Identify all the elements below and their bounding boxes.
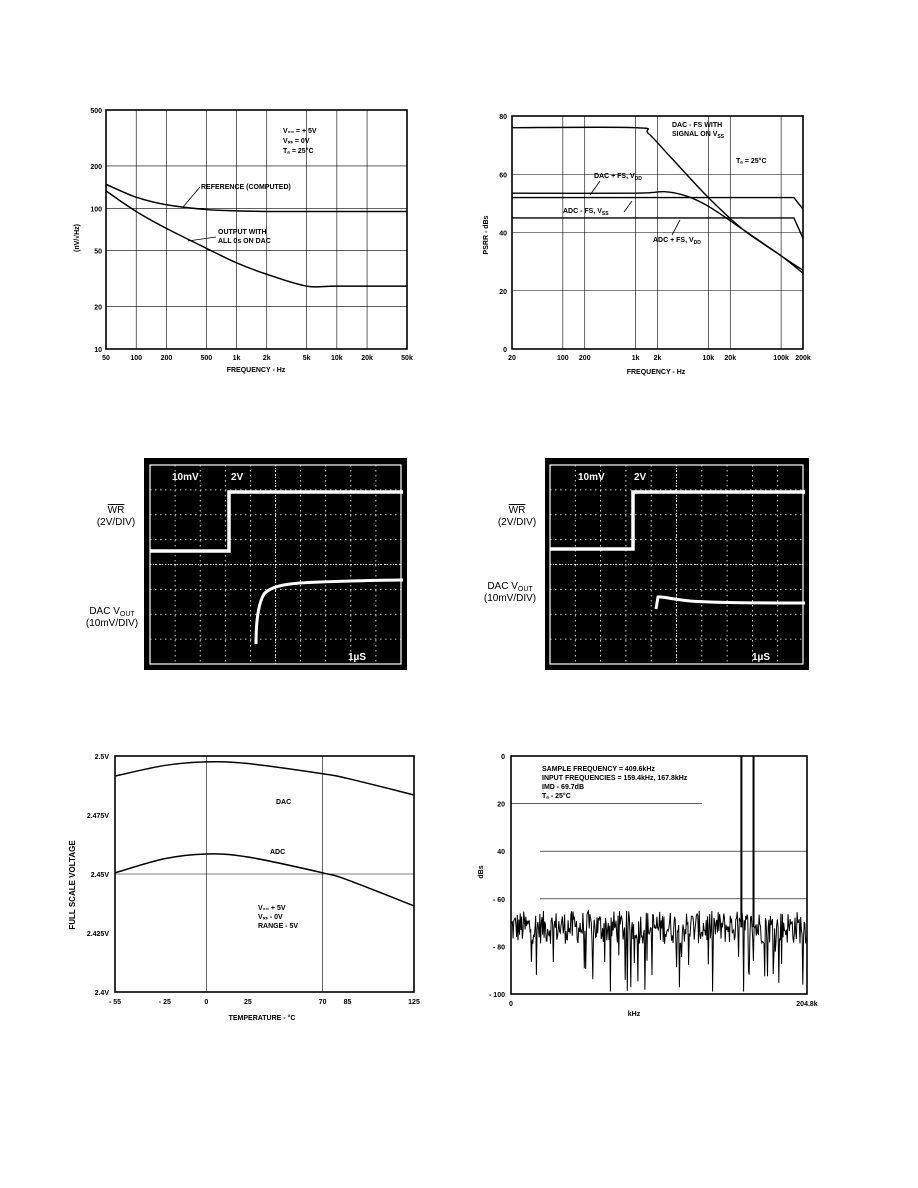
psrr-y-tick-label: 40 [499, 230, 507, 238]
noise-x-tick-label: 10k [331, 355, 343, 362]
noise-ylabel: (nV/√Hz) [74, 224, 81, 252]
fft-chart [478, 754, 818, 1018]
psrr-xlabel: FREQUENCY - Hz [626, 369, 686, 376]
temperature-y-tick-label: 2.475V [86, 813, 109, 820]
temperature-series-dac-line [115, 762, 414, 795]
psrr-x-tick-label: 20 [508, 355, 516, 362]
fft-ylabel: dBs [478, 865, 485, 879]
temperature-y-tick-label: 2.425V [86, 931, 109, 938]
noise-x-tick-label: 20k [361, 355, 373, 362]
temperature-y-tick-label: 2.45V [90, 872, 109, 879]
scope-left-ch1-scale: 10mV [172, 472, 199, 483]
noise-output-pointer [188, 237, 216, 241]
fft-noise-floor-trace [511, 911, 807, 992]
noise-condition-vss: Vₛₛ = 0V [283, 138, 310, 145]
temperature-x-tick-label: - 25 [158, 999, 171, 1006]
psrr-condition-ta: Tₐ = 25°C [736, 158, 767, 165]
scope-right-ch1-scale: 10mV [578, 472, 605, 483]
temperature-condition-vdd: V₀₀ + 5V [258, 905, 286, 912]
psrr-x-tick-label: 100k [773, 355, 789, 362]
noise-x-tick-label: 50 [102, 355, 110, 362]
noise-y-tick-label: 20 [94, 304, 102, 312]
noise-chart [73, 108, 413, 374]
scope-left-wr-unit: (2V/DIV) [96, 517, 136, 528]
fft-series [511, 756, 807, 992]
temperature-series-adc-line [115, 854, 414, 906]
psrr-y-tick-label: 0 [503, 347, 507, 354]
temperature-xlabel: TEMPERATURE - °C [228, 1015, 296, 1022]
temperature-x-ticks [109, 999, 420, 1006]
noise-y-tick-label: 50 [94, 248, 102, 256]
psrr-x-tick-label: 1k [631, 355, 640, 362]
scope-right [484, 458, 809, 670]
scope-left-dac-label: DAC $V_{OUT}$ [89, 606, 135, 618]
scope-left-wr-label: WR [107, 505, 125, 516]
noise-series-label-reference: REFERENCE (COMPUTED) [201, 184, 291, 191]
temperature-x-tick-label: - 55 [108, 999, 122, 1006]
psrr-x-ticks [508, 355, 811, 362]
noise-x-tick-label: 5k [302, 355, 311, 362]
noise-x-tick-label: 100 [130, 355, 143, 362]
noise-condition-ta: Tₐ = 25°C [283, 148, 314, 155]
noise-x-tick-label: 50k [401, 355, 413, 362]
fft-x-tick-label: 0 [509, 1001, 513, 1008]
fft-annotation-inputs: INPUT FREQUENCIES = 159.4kHz, 167.8kHz [542, 775, 688, 782]
noise-series-label-output-2: ALL 0s ON DAC [218, 238, 271, 245]
temperature-ylabel: FULL SCALE VOLTAGE [68, 840, 77, 930]
psrr-grid [512, 116, 803, 349]
temperature-label-adc: ADC [270, 849, 286, 856]
psrr-ylabel: PSRR - dBs [483, 215, 490, 255]
scope-right-wr-unit: (2V/DIV) [497, 517, 537, 528]
noise-x-tick-label: 2k [262, 355, 271, 362]
psrr-x-tick-label: 100 [557, 355, 569, 362]
temperature-condition-vss: Vₛₛ - 0V [258, 914, 283, 921]
temperature-series [115, 762, 414, 906]
fft-annotation-sample: SAMPLE FREQUENCY = 409.6kHz [542, 766, 655, 773]
noise-xlabel: FREQUENCY - Hz [226, 367, 286, 374]
fft-annotation-ta: Tₐ - 25°C [542, 793, 571, 800]
noise-x-tick-label: 200 [160, 355, 173, 362]
temperature-grid [115, 756, 414, 992]
noise-reference-pointer [183, 187, 200, 207]
noise-y-tick-label: 200 [90, 163, 102, 171]
psrr-y-tick-label: 80 [499, 114, 507, 121]
fft-y-tick-label: - 100 [489, 992, 505, 999]
fft-xlabel: kHz [627, 1011, 641, 1018]
temperature-x-tick-label: 0 [204, 999, 209, 1006]
noise-y-tick-label: 10 [94, 347, 102, 354]
psrr-x-tick-label: 200k [795, 355, 811, 362]
temperature-x-tick-label: 125 [408, 999, 420, 1006]
scope-left-ch2-scale: 2V [231, 472, 244, 483]
temperature-x-tick-label: 25 [243, 999, 252, 1006]
psrr-y-tick-label: 60 [499, 172, 507, 180]
psrr-label-adc-plus: ADC + FS, $V_{DD}$ [653, 237, 701, 246]
noise-series-label-output: OUTPUT WITH [218, 229, 267, 236]
temperature-chart [68, 754, 420, 1022]
fft-y-ticks [489, 754, 505, 999]
noise-x-tick-label: 500 [200, 355, 213, 362]
scope-right-dac-unit: (10mV/DIV) [483, 593, 537, 604]
temperature-x-tick-label: 70 [318, 999, 327, 1006]
noise-condition-vdd: V₀₀ = + 5V [283, 128, 317, 135]
psrr-y-ticks [499, 114, 507, 354]
scope-right-dac-label: DAC $V_{OUT}$ [487, 581, 533, 593]
fft-x-tick-label: 204.8k [796, 1001, 818, 1008]
psrr-x-tick-label: 10k [702, 355, 715, 362]
scope-right-timebase: 1µS [752, 652, 770, 663]
noise-y-ticks [90, 108, 102, 354]
fft-plot-frame [511, 756, 807, 994]
temperature-y-tick-label: 2.4V [94, 990, 109, 997]
temperature-condition-range: RANGE - 5V [258, 923, 299, 930]
scope-right-ch2-scale: 2V [634, 472, 647, 483]
scope-left-timebase: 1µS [348, 652, 366, 663]
psrr-x-tick-label: 2k [653, 355, 662, 362]
psrr-x-tick-label: 20k [724, 355, 737, 362]
fft-y-tick-label: 20 [497, 801, 505, 809]
scope-left-dac-unit: (10mV/DIV) [85, 618, 139, 629]
fft-y-tick-label: 0 [501, 754, 505, 761]
scope-left [86, 458, 407, 670]
psrr-label-dac-fs-2: SIGNAL ON $V_{SS}$ [672, 131, 725, 140]
psrr-y-tick-label: 20 [499, 288, 507, 296]
psrr-x-tick-label: 200 [578, 355, 591, 362]
fft-y-tick-label: - 60 [492, 896, 505, 904]
temperature-x-tick-label: 85 [343, 999, 352, 1006]
fft-x-ticks [509, 1001, 818, 1008]
psrr-label-dac-fs-1: DAC - FS WITH [672, 122, 723, 129]
noise-x-ticks [102, 355, 413, 362]
psrr-label-adc-minus: ADC - FS, $V_{SS}$ [563, 208, 609, 217]
fft-grid [511, 804, 807, 899]
fft-y-tick-label: 40 [497, 849, 505, 857]
temperature-y-ticks [87, 754, 110, 997]
noise-y-tick-label: 100 [90, 206, 102, 214]
psrr-adc-minus-pointer [624, 201, 632, 212]
psrr-chart [483, 114, 811, 376]
fft-y-tick-label: - 80 [492, 944, 505, 952]
temperature-y-tick-label: 2.5V [94, 754, 109, 761]
noise-y-tick-label: 500 [90, 108, 102, 115]
scope-right-wr-label: WR [508, 505, 526, 516]
psrr-label-dac-plus: DAC + FS, $V_{DD}$ [594, 173, 642, 182]
temperature-label-dac: DAC [276, 799, 292, 806]
fft-annotation-imd: IMD - 69.7dB [542, 784, 585, 791]
noise-x-tick-label: 1k [232, 355, 241, 362]
